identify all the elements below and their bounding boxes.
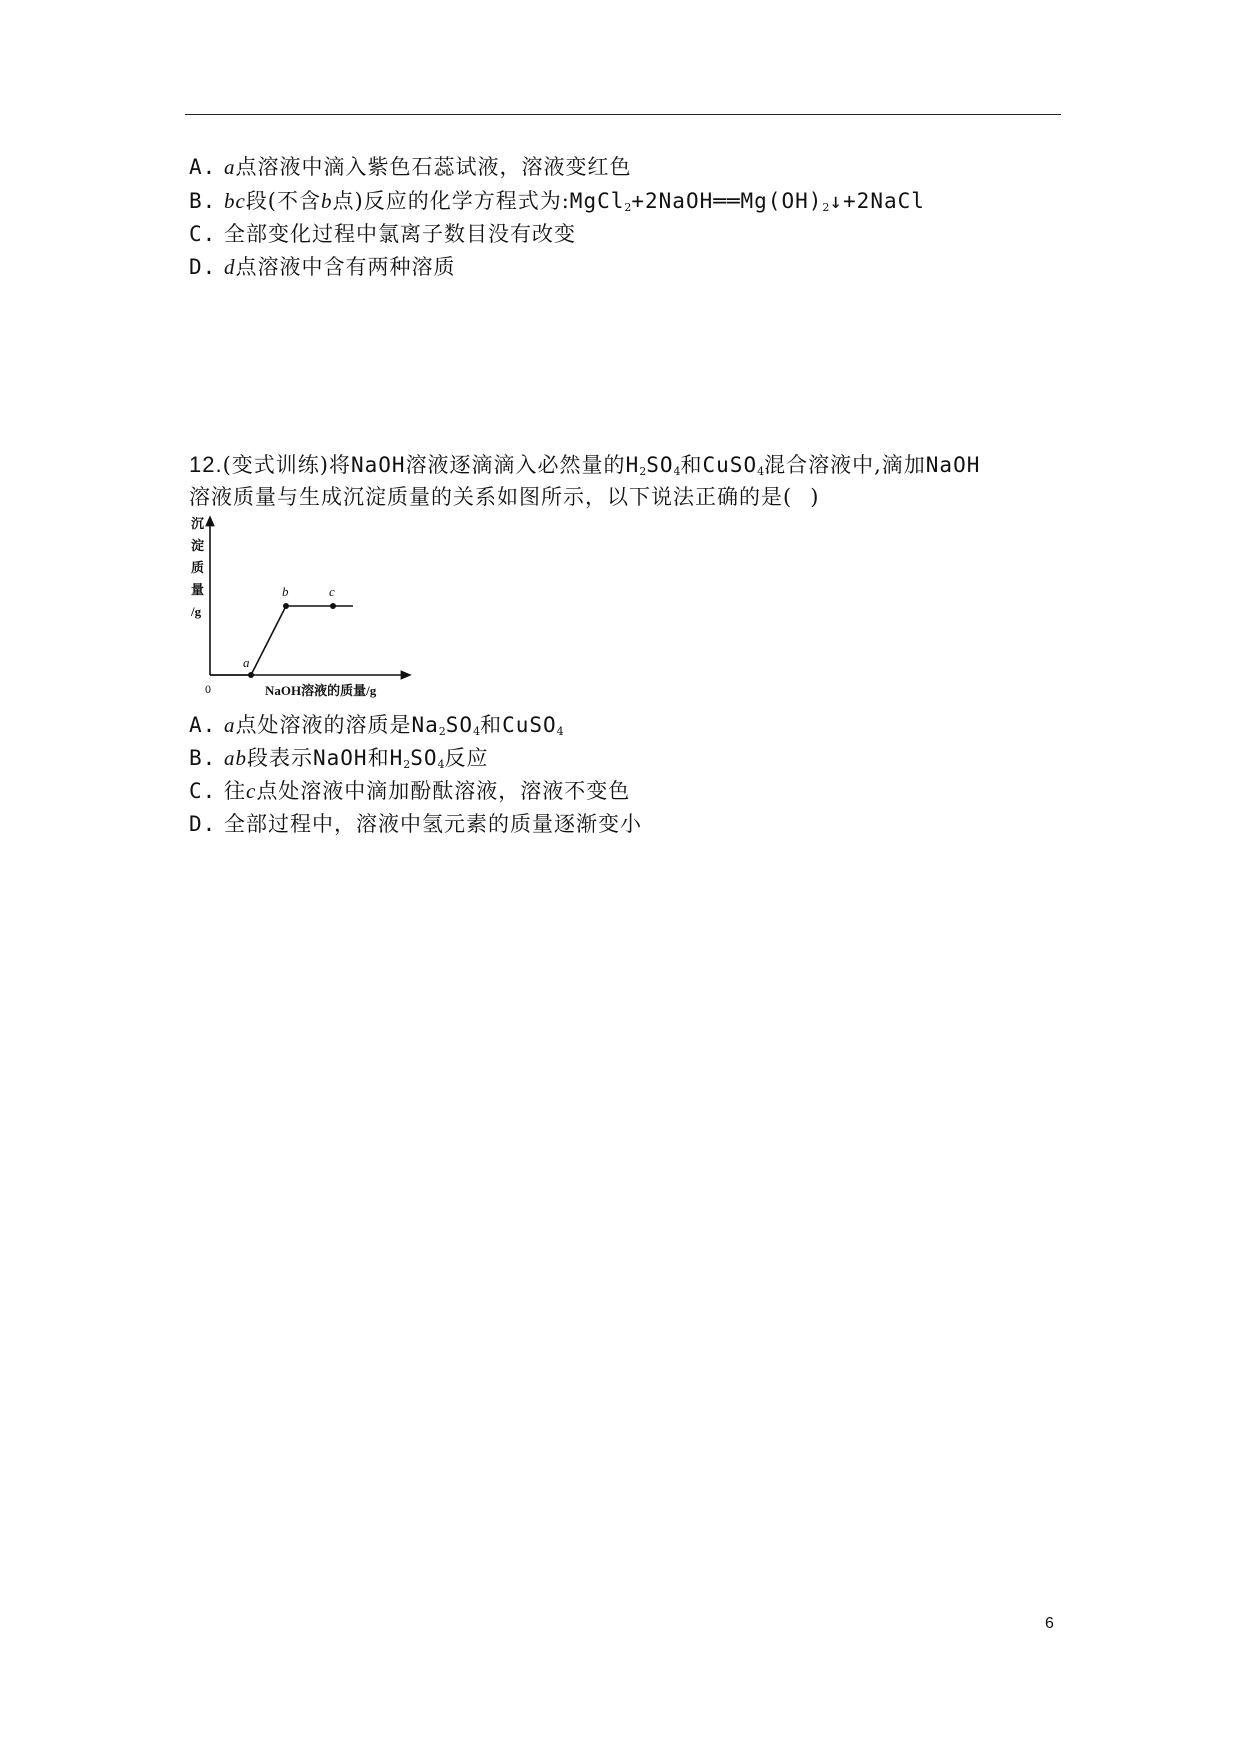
q11-option-b: B. bc段(不含b点)反应的化学方程式为$:MgCl_2+2NaOH══Mg(OH)_2↓+2NaCl$ — [189, 189, 925, 214]
q12-stem-line2: 溶液质量与生成沉淀质量的关系如图所示，以下说法正确的是( ) — [189, 485, 820, 509]
precipitate-curve — [210, 606, 353, 675]
origin-label: 0 — [205, 682, 211, 696]
q12-option-d: D. 全部过程中，溶液中氢元素的质量逐渐变小 — [189, 812, 642, 836]
question-number: 12. — [189, 452, 223, 477]
point-b-label: b — [282, 584, 289, 599]
header-rule — [185, 114, 1061, 115]
q11-option-d: D. d点溶液中含有两种溶质 — [189, 255, 456, 279]
precipitate-mass-graph — [185, 512, 415, 702]
q12-option-b: B. ab段表示NaOH和$H_2SO_4$反应 — [189, 746, 489, 771]
q11-option-c: C. 全部变化过程中氯离子数目没有改变 — [189, 222, 576, 246]
page-number: 6 — [1045, 1615, 1054, 1632]
point-c — [330, 603, 336, 609]
y-label-char-2: 淀 — [191, 538, 205, 553]
y-label-char-1: 沉 — [191, 516, 205, 531]
point-a — [248, 672, 254, 678]
y-label-char-3: 质 — [191, 560, 205, 575]
q12-option-a: A. a点处溶液的溶质是$Na_2SO_4$和CuSO$_4$ — [189, 713, 564, 738]
q12-stem-line1: 12.(变式训练)将NaOH溶液逐滴滴入必然量的$H_2SO_4$和CuSO$_4$混合溶液中,滴加NaOH — [189, 452, 981, 478]
point-b — [283, 603, 289, 609]
q12-option-c: C. 往c点处溶液中滴加酚酞溶液，溶液不变色 — [189, 779, 631, 803]
y-label-char-4: 量 — [191, 582, 205, 597]
y-label-char-5: /g — [191, 604, 202, 619]
q11-option-a: A. a点溶液中滴入紫色石蕊试液，溶液变红色 — [189, 155, 632, 179]
point-c-label: c — [329, 584, 335, 599]
point-a-label: a — [243, 655, 250, 670]
x-axis-label: NaOH溶液的质量/g — [265, 683, 377, 698]
